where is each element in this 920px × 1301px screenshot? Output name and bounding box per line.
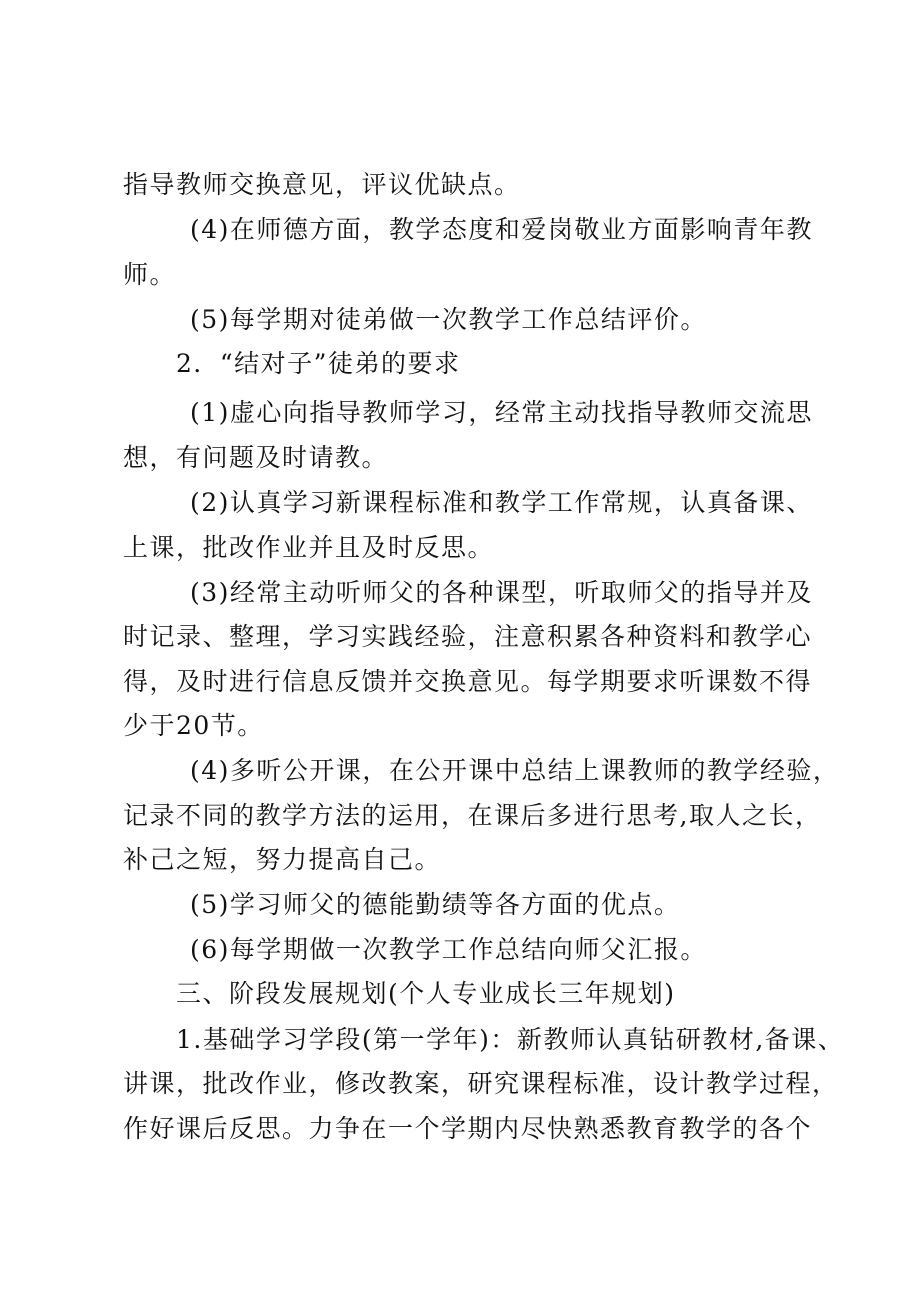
text-line: 指导教师交换意见，评议优缺点。 <box>123 170 521 199</box>
section-heading: 三、阶段发展规划(个人专业成长三年规划) <box>176 979 676 1008</box>
text-line: (4)多听公开课，在公开课中总结上课教师的教学经验， <box>190 756 840 785</box>
text-line: 讲课，批改作业，修改教案，研究课程标准，设计教学过程， <box>123 1069 839 1098</box>
text-line: (6)每学期做一次教学工作总结向师父汇报。 <box>190 935 707 964</box>
section-heading: 2．“结对子”徒弟的要求 <box>176 349 461 378</box>
text-line: 作好课后反思。力争在一个学期内尽快熟悉教育教学的各个 <box>123 1114 813 1143</box>
text-line: (2)认真学习新课程标准和教学工作常规，认真备课、 <box>190 488 813 517</box>
text-line: (5)学习师父的德能勤绩等各方面的优点。 <box>190 890 681 919</box>
text-line: 得，及时进行信息反馈并交换意见。每学期要求听课数不得 <box>123 667 813 696</box>
text-line: 1.基础学习学段(第一学年)：新教师认真钻研教材,备课、 <box>176 1025 845 1054</box>
text-line: (4)在师德方面，教学态度和爱岗敬业方面影响青年教 <box>190 215 813 244</box>
text-line: 时记录、整理，学习实践经验，注意积累各种资料和教学心 <box>123 622 813 651</box>
text-line: (1)虚心向指导教师学习，经常主动找指导教师交流思 <box>190 398 813 427</box>
text-line: 补己之短，努力提高自己。 <box>123 845 442 874</box>
text-line: (5)每学期对徒弟做一次教学工作总结评价。 <box>190 305 707 334</box>
text-line: 记录不同的教学方法的运用，在课后多进行思考,取人之长， <box>123 801 822 830</box>
text-line: 上课，批改作业并且及时反思。 <box>123 533 495 562</box>
text-line: 少于20节。 <box>123 711 264 740</box>
text-line: 师。 <box>123 260 177 289</box>
text-line: (3)经常主动听师父的各种课型，听取师父的指导并及 <box>190 578 813 607</box>
text-line: 想，有问题及时请教。 <box>123 443 389 472</box>
